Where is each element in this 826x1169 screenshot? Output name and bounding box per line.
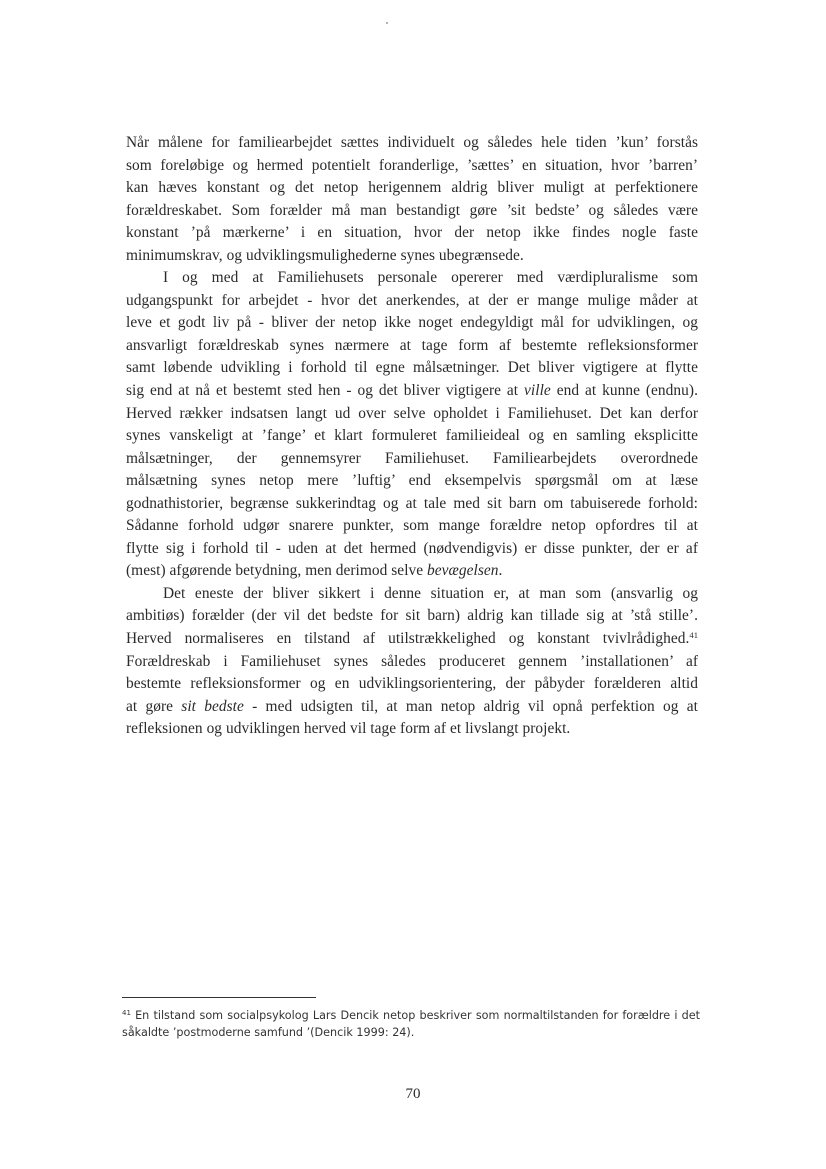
text-line: kan hæves konstant og det netop herigennem aldrig bliver muligt at perfektionere (126, 179, 698, 197)
text-line: samt løbende udvikling i forhold til egne målsætninger. Det bliver vigtigere at flytte (126, 359, 698, 377)
text-run: . (498, 562, 503, 580)
scan-speck (386, 22, 388, 24)
text-run: Herved normaliseres en tilstand af utilstrækkelighed og konstant tvivlrådighed. (126, 630, 690, 648)
body-text (126, 132, 698, 741)
text-run: sig end at nå et bestemt sted hen - og det bliver vigtigere at (126, 382, 525, 400)
emphasis-ville: ville (524, 382, 551, 400)
footnote-separator (122, 997, 316, 998)
footnote-marker[interactable]: 41 (689, 630, 698, 641)
text-run: end at kunne (endnu). (550, 382, 698, 400)
text-line: målsætning synes netop mere ’luftig’ end eksempelvis spørgsmål om at læse (126, 472, 698, 490)
text-line (126, 380, 698, 403)
text-line: I og med at Familiehusets personale opererer med værdipluralisme som (163, 269, 698, 287)
text-run: - med udsigten til, at man netop aldrig vil opnå perfektion og at (243, 697, 698, 715)
footnote-line: såkaldte ’postmoderne samfund ’(Dencik 1999: 24). (122, 1026, 415, 1039)
footnote-number: 41 (122, 1009, 131, 1017)
text-line: som foreløbige og hermed potentielt foranderlige, ’sættes’ en situation, hvor ’barren’ (126, 156, 698, 174)
emphasis-sit-bedste: sit bedste (181, 697, 244, 715)
text-line: Når målene for familiearbejdet sættes individuelt og således hele tiden ’kun’ forstås (126, 134, 698, 151)
page-number: 70 (405, 1086, 421, 1102)
emphasis-bevaegelsen: bevægelsen (427, 562, 499, 580)
text-line: refleksionen og udviklingen herved vil tage form af et livslangt projekt. (126, 720, 571, 738)
text-line: Forældreskab i Familiehuset synes således produceret gennem ’installationen’ af (126, 652, 698, 670)
text-line: flytte sig i forhold til - uden at det hermed (nødvendigvis) er disse punkter, der er af (126, 539, 698, 557)
text-line (126, 628, 698, 651)
paragraph-2 (126, 267, 698, 583)
text-line: bestemte refleksionsformer og en udviklingsorientering, der påbyder forælderen altid (126, 675, 698, 693)
paragraph-1 (126, 132, 698, 267)
footnote-line (122, 1007, 700, 1024)
text-line: Herved rækker indsatsen langt ud over selve opholdet i Familiehuset. Det kan derfor (126, 404, 698, 422)
text-line: ambitiøs) forælder (der vil det bedste for sit barn) aldrig kan tillade sig at ’stå stille’. (126, 607, 698, 625)
text-line: synes vanskeligt at ’fange’ et klart formuleret familieideal og en samling eksplicitte (126, 427, 698, 445)
text-line: minimumskrav, og udviklingsmulighederne synes ubegrænsede. (126, 246, 524, 264)
text-line: godnathistorier, begrænse sukkerindtag og at tale med sit barn om tabuiserede forhold: (126, 494, 698, 512)
text-line: målsætninger, der gennemsyrer Familiehuset. Familiearbejdets overordnede (126, 449, 698, 467)
footnote (122, 1007, 700, 1041)
footnote-text: En tilstand som socialpsykolog Lars Dencik netop beskriver som normaltilstanden for forældre i det (135, 1009, 700, 1022)
text-line: Det eneste der bliver sikkert i denne situation er, at man som (ansvarlig og (163, 584, 698, 602)
text-run: at gøre (126, 697, 182, 715)
text-line: ansvarligt forældreskab synes nærmere at tage form af bestemte refleksionsformer (126, 336, 698, 354)
text-line: leve et godt liv på - bliver der netop ikke noget endegyldigt mål for udviklingen, og (126, 314, 698, 332)
text-line (126, 696, 698, 719)
paragraph-3 (126, 583, 698, 741)
text-run: (mest) afgørende betydning, men derimod selve (126, 562, 428, 580)
text-line: Sådanne forhold udgør snarere punkter, som mange forældre netop opfordres til at (126, 517, 698, 535)
text-line (126, 560, 698, 583)
text-line: udgangspunkt for arbejdet - hvor det anerkendes, at der er mange mulige måder at (126, 291, 698, 309)
text-line: forældreskabet. Som forælder må man bestandigt gøre ’sit bedste’ og således være (126, 201, 698, 219)
text-line: konstant ’på mærkerne’ i en situation, hvor der netop ikke findes nogle faste (126, 224, 698, 242)
